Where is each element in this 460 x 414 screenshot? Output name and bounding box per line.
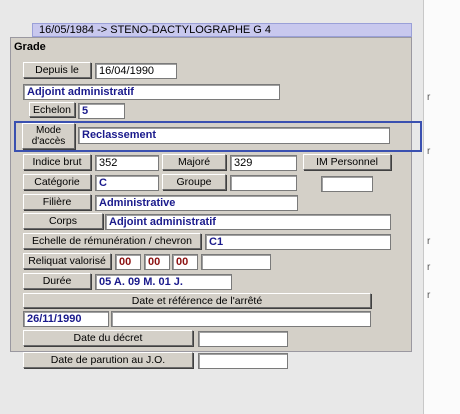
side-mark: r [427,262,431,273]
arrete-date-field[interactable]: 26/11/1990 [23,311,109,327]
im-personnel-field[interactable] [321,176,373,192]
mode-acces-field[interactable]: Reclassement [78,127,390,144]
depuis-le-field[interactable]: 16/04/1990 [95,63,177,79]
section-title: Grade [14,41,46,53]
indice-brut-field[interactable]: 352 [95,155,159,171]
duree-field[interactable]: 05 A. 09 M. 01 J. [95,274,232,290]
echelon-button[interactable]: Echelon [29,102,75,117]
mode-acces-button[interactable] [22,123,75,149]
record-header: 16/05/1984 -> STENO-DACTYLOGRAPHE G 4 [32,23,412,37]
categorie-button[interactable]: Catégorie [23,174,91,190]
groupe-button[interactable]: Groupe [162,174,226,190]
corps-button[interactable]: Corps [23,213,103,229]
echelle-field[interactable]: C1 [205,234,391,250]
filiere-button[interactable]: Filière [23,194,91,210]
corps-field[interactable]: Adjoint administratif [105,214,391,230]
groupe-field[interactable] [230,175,297,191]
indice-brut-button[interactable]: Indice brut [23,154,91,170]
side-mark: r [427,146,431,157]
reliquat-button[interactable]: Reliquat valorisé [23,253,111,269]
side-mark: r [427,92,431,103]
grade-field[interactable]: Adjoint administratif [23,84,280,100]
duree-button[interactable]: Durée [23,273,91,289]
side-mark: r [427,290,431,301]
side-mark: r [427,236,431,247]
arrete-button[interactable]: Date et référence de l'arrêté [23,293,371,308]
decret-button[interactable]: Date du décret [23,330,193,346]
mode-acces-label-line2: d'accès [31,136,66,147]
arrete-reference-field[interactable] [111,311,371,327]
echelon-field[interactable]: 5 [78,103,125,119]
reliquat-months-field[interactable]: 00 [144,254,170,270]
reliquat-years-field[interactable]: 00 [115,254,141,270]
side-pane [424,0,460,414]
reliquat-days-field[interactable]: 00 [172,254,198,270]
echelle-button[interactable]: Echelle de rémunération / chevron [23,233,201,249]
im-personnel-button[interactable]: IM Personnel [303,154,391,170]
parution-button[interactable]: Date de parution au J.O. [23,352,193,368]
majore-button[interactable]: Majoré [162,154,226,170]
parution-field[interactable] [198,353,288,369]
filiere-field[interactable]: Administrative [95,195,298,211]
majore-field[interactable]: 329 [230,155,297,171]
reliquat-extra-field[interactable] [201,254,271,270]
depuis-le-button[interactable]: Depuis le [23,62,91,78]
mode-acces-label-line1: Mode [35,125,61,136]
categorie-field[interactable]: C [95,175,159,191]
decret-field[interactable] [198,331,288,347]
